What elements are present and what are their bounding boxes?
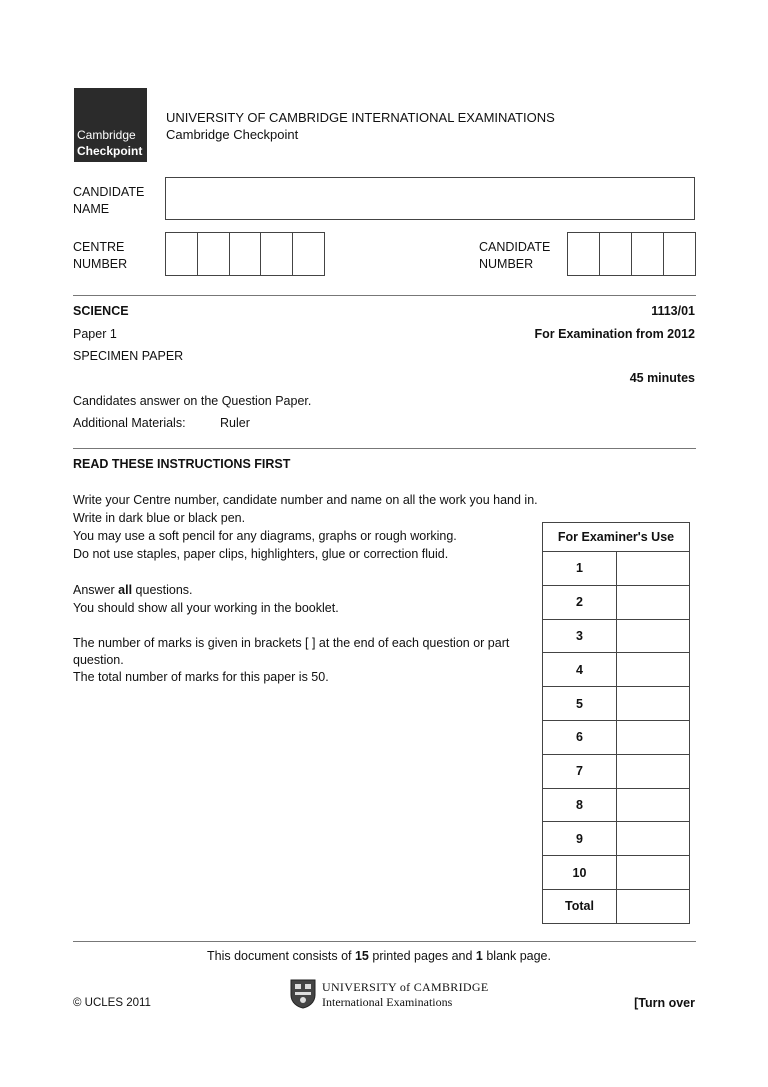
footer-divider [73,941,696,942]
mark-cell [617,822,690,856]
divider [73,295,696,296]
cambridge-checkpoint-logo [74,88,147,162]
candidate-digit-box[interactable] [632,233,664,275]
answer-bold: all [118,583,133,597]
candidate-number-field[interactable] [567,232,696,276]
question-number-cell: 8 [543,788,617,822]
candidate-digit-box[interactable] [600,233,632,275]
total-marks-line: The total number of marks for this paper is 50. [73,670,329,684]
exam-board: UNIVERSITY OF CAMBRIDGE INTERNATIONAL EXAMINATIONS [166,110,555,125]
question-number-cell: 4 [543,653,617,687]
instructions-block-b [73,581,339,617]
instructions-heading: READ THESE INSTRUCTIONS FIRST [73,457,291,471]
candidate-number-label-line1: CANDIDATE [479,240,551,254]
question-number-cell: 6 [543,720,617,754]
mark-cell [617,754,690,788]
mark-cell [617,788,690,822]
centre-digit-box[interactable] [293,233,324,275]
centre-digit-box[interactable] [230,233,262,275]
total-mark-cell [617,889,690,923]
marks-line-1: The number of marks is given in brackets [ ] at the end of each question or part [73,636,510,650]
answer-pre: Answer [73,583,119,597]
centre-digit-box[interactable] [198,233,230,275]
candidate-name-label-line2: NAME [73,202,110,216]
exam-from: For Examination from 2012 [534,327,695,341]
candidate-digit-box[interactable] [664,233,695,275]
examiner-use-table [542,522,690,924]
centre-number-label [73,239,127,273]
centre-number-field[interactable] [165,232,325,276]
centre-digit-box[interactable] [261,233,293,275]
pages-num: 15 [354,949,369,963]
mark-cell [617,619,690,653]
paper-code: 1113/01 [651,304,695,318]
pages-pre: This document consists of [207,949,355,963]
paper-number: Paper 1 [73,327,117,341]
candidate-name-label [73,184,144,218]
logo-line-2: Checkpoint [77,144,143,158]
answer-post: questions. [132,583,193,597]
programme-name: Cambridge Checkpoint [166,127,299,142]
question-number-cell: 3 [543,619,617,653]
candidate-number-label [479,239,550,273]
centre-number-label-line2: NUMBER [73,257,128,271]
candidate-digit-box[interactable] [568,233,600,275]
answer-all-line [73,581,339,599]
pages-mid: printed pages and [368,949,476,963]
subject: SCIENCE [73,304,129,318]
page-count-line [207,949,551,963]
centre-number-label-line1: CENTRE [73,240,125,254]
materials-label: Additional Materials: [73,416,186,430]
duration: 45 minutes [629,371,695,385]
ucam-logo-line-2: International Examinations [322,995,453,1009]
question-number-cell: 7 [543,754,617,788]
blank-num: 1 [475,949,483,963]
mark-cell [617,856,690,890]
candidate-number-label-line2: NUMBER [479,257,534,271]
mark-cell [617,653,690,687]
question-number-cell: 1 [543,552,617,586]
materials-value: Ruler [220,416,250,430]
total-label-cell: Total [543,889,617,923]
instruction-line: Write your Centre number, candidate number and name on all the work you hand in. [73,493,538,507]
logo-line-1: Cambridge [77,128,136,142]
instructions-block-a [73,491,538,563]
question-number-cell: 2 [543,585,617,619]
mark-cell [617,720,690,754]
question-number-cell: 9 [543,822,617,856]
instruction-line: Do not use staples, paper clips, highlighters, glue or correction fluid. [73,547,449,561]
working-line: You should show all your working in the booklet. [73,601,339,615]
instructions-block-c [73,635,509,686]
question-number-cell: 5 [543,687,617,721]
university-crest-icon [290,979,316,1009]
paper-type: SPECIMEN PAPER [73,349,184,363]
examiner-table-heading: For Examiner's Use [543,523,690,552]
mark-cell [617,687,690,721]
instruction-line: Write in dark blue or black pen. [73,511,246,525]
instruction-line: You may use a soft pencil for any diagrams, graphs or rough working. [73,529,457,543]
candidate-name-label-line1: CANDIDATE [73,185,145,199]
mark-cell [617,585,690,619]
question-number-cell: 10 [543,856,617,890]
candidate-name-field[interactable] [165,177,695,220]
centre-digit-box[interactable] [166,233,198,275]
answer-on: Candidates answer on the Question Paper. [73,394,312,408]
turn-over: [Turn over [634,996,695,1010]
pages-post: blank page. [482,949,551,963]
ucam-logo-line-1: UNIVERSITY of CAMBRIDGE [322,980,489,994]
copyright: © UCLES 2011 [73,997,151,1009]
marks-line-2: question. [73,653,124,667]
mark-cell [617,552,690,586]
divider [73,448,696,449]
